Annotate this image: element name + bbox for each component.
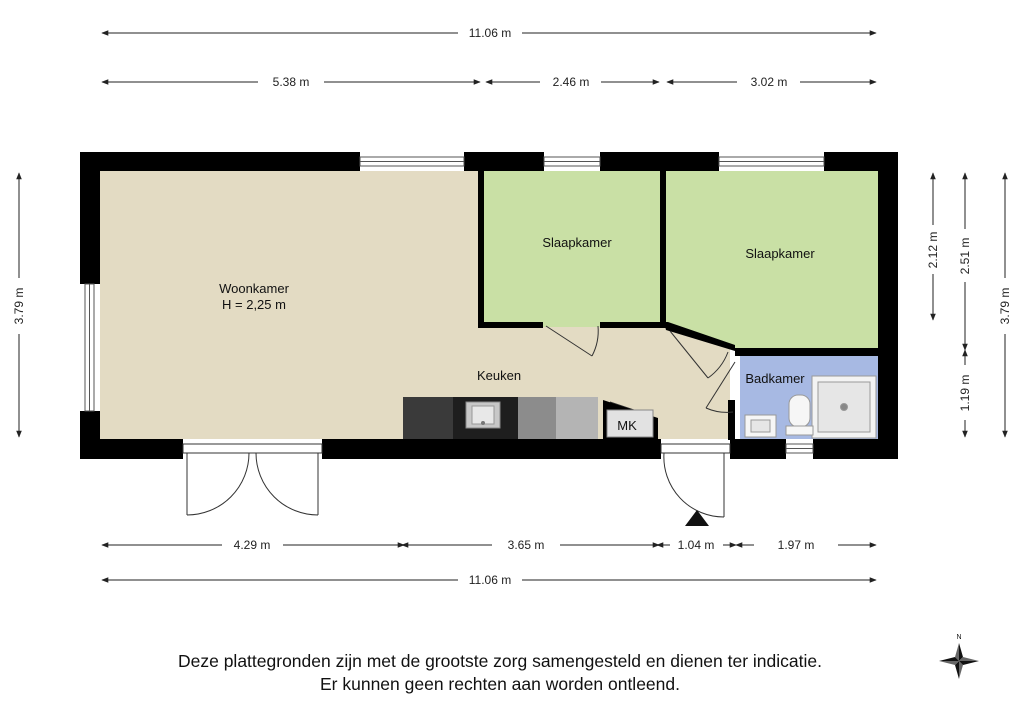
dim-bottom-total: 11.06 m [468,573,512,587]
dim-right-total: 3.79 m [998,287,1012,325]
disclaimer-line-1: Deze plattegronden zijn met de grootste zorg samengesteld en dienen ter indicatie. [177,651,822,671]
toilet-icon [789,395,810,427]
room-label-woonkamer: Woonkamer [219,281,289,296]
dim-right-seg-1: 2.12 m [926,231,940,269]
dim-bottom-seg-2: 3.65 m [507,538,545,552]
door-garden-double [183,444,322,515]
room-label-mk: MK [617,418,637,433]
disclaimer-line-2: Er kunnen geen rechten aan worden ontleend. [320,674,680,694]
dim-right-mid: 2.51 m [958,237,972,275]
room-label-keuken: Keuken [476,368,522,383]
window-bottom-badkamer [786,444,813,453]
room-label-slaapkamer-1: Slaapkamer [542,235,612,250]
dim-top-seg-1: 5.38 m [272,75,310,89]
room-label-woonkamer-height: H = 2,25 m [222,297,286,312]
window-left-woonkamer [85,284,94,411]
dim-bottom-seg-4: 1.97 m [777,538,815,552]
dim-bottom-seg-1: 4.29 m [233,538,271,552]
dim-top-total: 11.06 m [468,26,512,40]
room-label-slaapkamer-2: Slaapkamer [745,246,815,261]
dim-bottom-seg-3: 1.04 m [677,538,715,552]
dim-top-seg-2: 2.46 m [552,75,590,89]
dim-top-seg-3: 3.02 m [750,75,788,89]
window-top-slaapkamer-1 [544,157,600,166]
window-top-woonkamer [360,157,464,166]
entrance-marker-icon [685,510,709,526]
window-top-slaapkamer-2 [719,157,824,166]
compass-north-label: N [956,634,962,641]
room-label-badkamer: Badkamer [745,371,805,386]
dim-left-height: 3.79 m [12,287,26,325]
dim-right-seg-2: 1.19 m [958,374,972,412]
door-entrance [661,444,730,517]
